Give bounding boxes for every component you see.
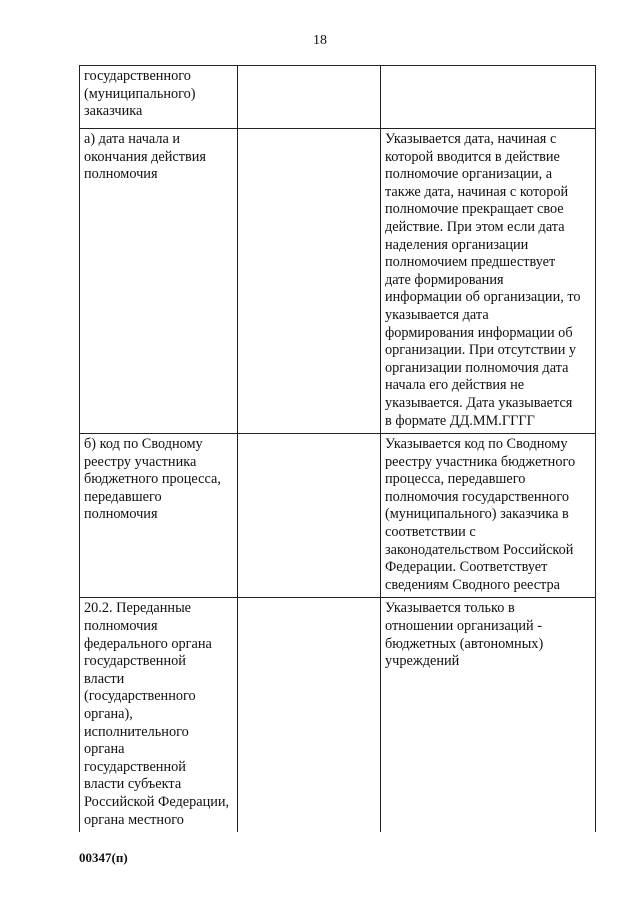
field-name-cell — [80, 598, 238, 832]
field-name-text: 20.2. Переданные полномочия федерального органа государственной власти (государственного органа), исполнительного органа государственной власти субъекта Российской Федерации, органа местного — [84, 600, 230, 828]
field-name-cell — [80, 434, 238, 598]
field-name-text: б) код по Сводному реестру участника бюджетного процесса, передавшего полномочия — [84, 436, 221, 523]
table-row — [80, 129, 596, 434]
table-row — [80, 66, 596, 129]
field-description-text: Указывается только в отношении организаций - бюджетных (автономных) учреждений — [385, 600, 544, 670]
field-code-cell — [238, 66, 381, 129]
field-description-text: Указывается код по Сводному реестру участника бюджетного процесса, передавшего полномочия государственного (муниципального) заказчика в соответствии с законодательством Российской Федерации. Соответствует сведениям Сводного реестра — [385, 436, 576, 593]
field-description-text: Указывается дата, начиная с которой вводится в действие полномочие организации, а также дата, начиная с которой полномочие прекращает свое действие. При этом если дата наделения организации полномочием предшествует дате формирования информации об организации, то указывается дата формирования информации об организации. При отсутствии у организации полномочия дата начала его действия не указывается. Дата указывается в формате ДД.ММ.ГГГГ — [385, 131, 581, 429]
field-code-cell — [238, 129, 381, 434]
table-row — [80, 598, 596, 832]
field-description-cell — [381, 598, 596, 832]
field-name-cell — [80, 66, 238, 129]
field-name-cell — [80, 129, 238, 434]
document-table — [79, 65, 596, 832]
document-code: 00347(п) — [79, 850, 128, 865]
field-name-text: а) дата начала и окончания действия полномочия — [84, 131, 206, 183]
table-row — [80, 434, 596, 598]
field-description-cell — [381, 66, 596, 129]
field-code-cell — [238, 434, 381, 598]
field-name-text: государственного (муниципального) заказчика — [84, 68, 196, 120]
field-code-cell — [238, 598, 381, 832]
field-description-cell — [381, 434, 596, 598]
page-number: 18 — [313, 33, 327, 48]
field-description-cell — [381, 129, 596, 434]
